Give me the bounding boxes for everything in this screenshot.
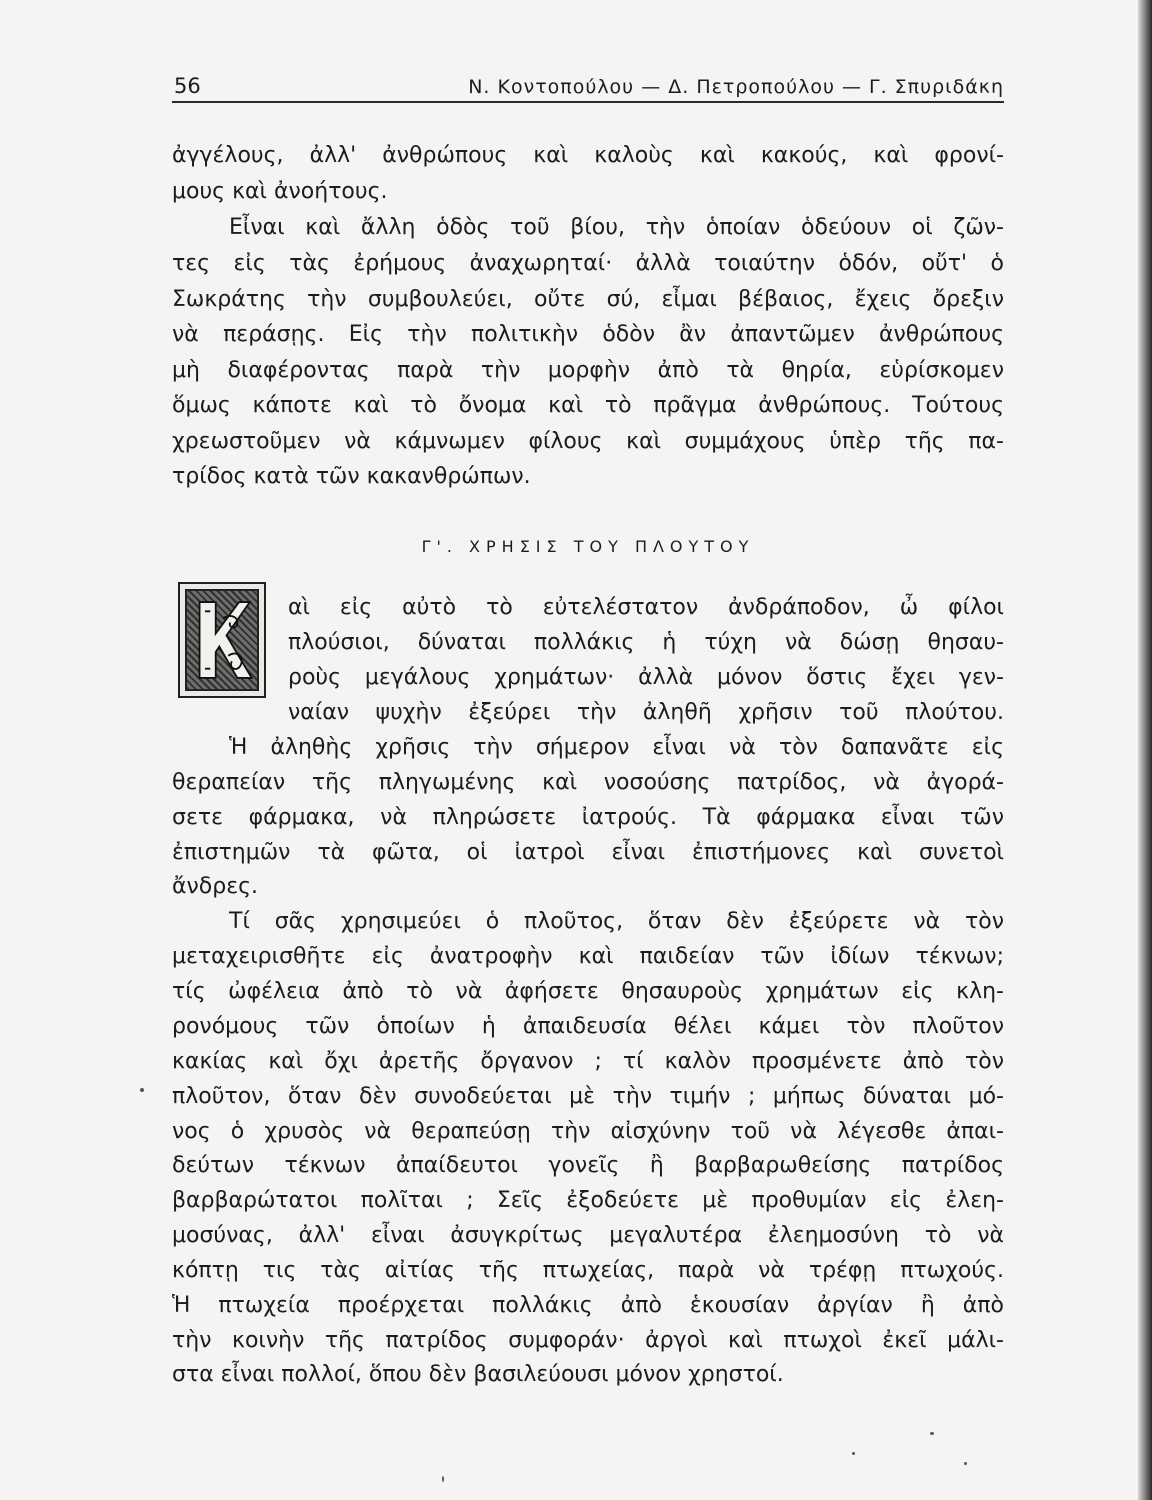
scan-speck (964, 1462, 967, 1465)
paragraph-3-line: αὶ εἰς αὐτὸ τὸ εὐτελέστατον ἀνδράποδον, ὦ φίλοι (288, 595, 1004, 620)
paragraph-1-line: μους καὶ ἀνοήτους. (172, 179, 388, 204)
paragraph-5-line: κόπτῃ τις τὰς αἰτίας τῆς πτωχείας, παρὰ νὰ τρέφῃ πτωχούς. (172, 1258, 1004, 1283)
paragraph-5-line: Ἡ πτωχεία προέρχεται πολλάκις ἀπὸ ἑκουσίαν ἀργίαν ἢ ἀπὸ (172, 1293, 1004, 1318)
paragraph-5-line: τὴν κοινὴν τῆς πατρίδος συμφοράν· ἀργοὶ καὶ πτωχοὶ ἐκεῖ μάλι- (172, 1328, 1004, 1353)
paragraph-5-line: ρονόμους τῶν ὁποίων ἡ ἀπαιδευσία θέλει κάμει τὸν πλοῦτον (172, 1014, 1004, 1039)
scan-speck (930, 1432, 934, 1435)
paragraph-5-line: κακίας καὶ ὄχι ἀρετῆς ὄργανον ; τί καλὸν προσμένετε ἀπὸ τὸν (172, 1049, 1004, 1074)
paragraph-5-line: βαρβαρώτατοι πολῖται ; Σεῖς ἐξοδεύετε μὲ προθυμίαν εἰς ἐλεη- (172, 1188, 1004, 1213)
page-header (172, 74, 1004, 104)
paragraph-4-line: σετε φάρμακα, νὰ πληρώσετε ἰατρούς. Τὰ φάρμακα εἶναι τῶν (172, 805, 1004, 830)
page-edge-shadow (1138, 0, 1152, 1500)
paragraph-5-line: στα εἶναι πολλοί, ὅπου δὲν βασιλεύουσι μόνον χρηστοί. (172, 1362, 784, 1387)
paragraph-4-line: ἐπιστημῶν τὰ φῶτα, οἱ ἰατροὶ εἶναι ἐπιστήμονες καὶ συνετοὶ (172, 840, 1004, 865)
paragraph-5-line: Τί σᾶς χρησιμεύει ὁ πλοῦτος, ὅταν δὲν ἐξεύρετε νὰ τὸν (229, 909, 1004, 934)
paragraph-5-line: τίς ὠφέλεια ἀπὸ τὸ νὰ ἀφήσετε θησαυροὺς χρημάτων εἰς κλη- (172, 979, 1004, 1004)
paragraph-5-line: πλοῦτον, ὅταν δὲν συνοδεύεται μὲ τὴν τιμήν ; μήπως δύναται μό- (172, 1084, 1004, 1109)
scan-speck (852, 1452, 855, 1455)
paragraph-2-line: νὰ περάσῃς. Εἰς τὴν πολιτικὴν ὁδὸν ἂν ἀπαντῶμεν ἀνθρώπους (172, 322, 1004, 347)
paragraph-5-line: δεύτων τέκνων ἀπαίδευτοι γονεῖς ἢ βαρβαρωθείσης πατρίδος (172, 1153, 1004, 1178)
paragraph-2-line: ὅμως κάποτε καὶ τὸ ὄνομα καὶ τὸ πρᾶγμα ἀνθρώπους. Τούτους (172, 393, 1004, 418)
dropcap-letter-art (187, 591, 257, 689)
paragraph-3-line: πλούσιοι, δύναται πολλάκις ἡ τύχη νὰ δώσῃ θησαυ- (288, 630, 1004, 655)
paragraph-4-line: θεραπείαν τῆς πληγωμένης καὶ νοσούσης πατρίδος, νὰ ἀγορά- (172, 770, 1004, 795)
paragraph-5-line: νος ὁ χρυσὸς νὰ θεραπεύσῃ τὴν αἰσχύνην τοῦ νὰ λέγεσθε ἀπαι- (172, 1119, 1004, 1144)
running-head-authors: Ν. Κοντοπούλου — Δ. Πετροπούλου — Γ. Σπυριδάκη (468, 76, 1004, 98)
paragraph-5-line: μεταχειρισθῆτε εἰς ἀνατροφὴν καὶ παιδείαν τῶν ἰδίων τέκνων; (172, 944, 1004, 969)
paragraph-5-line: μοσύνας, ἀλλ' εἶναι ἀσυγκρίτως μεγαλυτέρα ἐλεημοσύνη τὸ νὰ (172, 1223, 1004, 1248)
paragraph-3-line: ναίαν ψυχὴν ἐξεύρει τὴν ἀληθῆ χρῆσιν τοῦ πλούτου. (288, 700, 1004, 725)
page-number: 56 (174, 74, 201, 98)
paragraph-3-line: ροὺς μεγάλους χρημάτων· ἀλλὰ μόνον ὅστις ἔχει γεν- (288, 665, 1004, 690)
paragraph-2-line: μὴ διαφέροντας παρὰ τὴν μορφὴν ἀπὸ τὰ θηρία, εὑρίσκομεν (172, 358, 1004, 383)
paragraph-2-line: Εἶναι καὶ ἄλλη ὁδὸς τοῦ βίου, τὴν ὁποίαν ὁδεύουν οἱ ζῶν- (229, 215, 1004, 240)
header-rule (172, 101, 1004, 103)
scan-speck (140, 1088, 144, 1092)
paragraph-4-line: ἄνδρες. (172, 874, 259, 899)
paragraph-2-line: τες εἰς τὰς ἐρήμους ἀναχωρηταί· ἀλλὰ τοιαύτην ὁδόν, οὔτ' ὁ (172, 251, 1004, 276)
paragraph-1-line: ἀγγέλους, ἀλλ' ἀνθρώπους καὶ καλοὺς καὶ κακούς, καὶ φρονί- (172, 143, 1004, 168)
dropcap-ornament (185, 589, 259, 691)
paragraph-2-line: τρίδος κατὰ τῶν κακανθρώπων. (172, 464, 531, 489)
scan-speck (442, 1476, 444, 1482)
paragraph-2-line: χρεωστοῦμεν νὰ κάμνωμεν φίλους καὶ συμμάχους ὑπὲρ τῆς πα- (172, 429, 1004, 454)
section-title: Γ'. ΧΡΗΣΙΣ ΤΟΥ ΠΛΟΥΤΟΥ (421, 537, 755, 556)
paragraph-4-line: Ἡ ἀληθὴς χρῆσις τὴν σήμερον εἶναι νὰ τὸν δαπανᾶτε εἰς (229, 735, 1004, 760)
paragraph-2-line: Σωκράτης τὴν συμβουλεύει, οὔτε σύ, εἶμαι βέβαιος, ἔχεις ὄρεξιν (172, 287, 1004, 312)
dropcap-initial (178, 582, 266, 698)
